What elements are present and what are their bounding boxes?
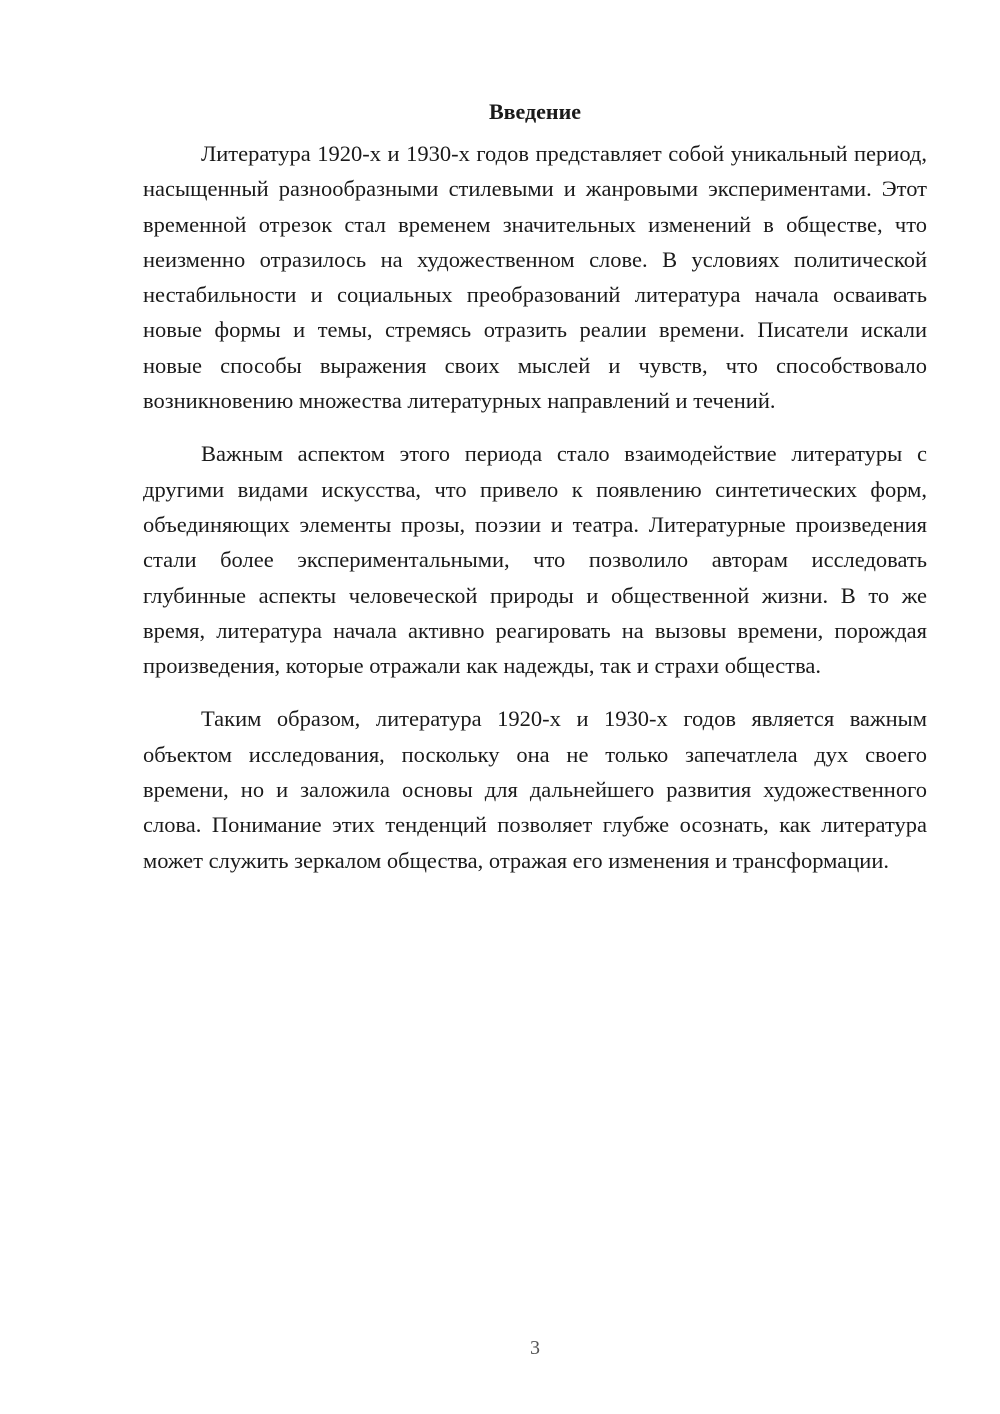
paragraph-2: Важным аспектом этого периода стало взаимодействие литературы с другими видами искусства, что привело к появлению синтетических форм, объединяющих элементы прозы, поэзии и театра. Литературные произведения стали более экспериментальными, что позволило авторам исследовать глубинные аспекты человеческой природы и общественной жизни. В то же время, литература начала активно реагировать на вызовы времени, порождая произведения, которые отражали как надежды, так и страхи общества. (143, 441, 927, 679)
page-content (143, 96, 927, 896)
section-heading: Введение (488, 99, 582, 124)
page-number: 3 (530, 1337, 540, 1359)
paragraph-3: Таким образом, литература 1920-х и 1930-х годов является важным объектом исследования, поскольку она не только запечатлела дух своего времени, но и заложила основы для дальнейшего развития художественного слова. Понимание этих тенденций позволяет глубже осознать, как литература может служить зеркалом общества, отражая его изменения и трансформации. (143, 706, 927, 873)
paragraph-1: Литература 1920-х и 1930-х годов представляет собой уникальный период, насыщенный разнообразными стилевыми и жанровыми экспериментами. Этот временной отрезок стал временем значительных изменений в обществе, что неизменно отразилось на художественном слове. В условиях политической нестабильности и социальных преобразований литература начала осваивать новые формы и темы, стремясь отразить реалии времени. Писатели искали новые способы выражения своих мыслей и чувств, что способствовало возникновению множества литературных направлений и течений. (143, 141, 927, 414)
